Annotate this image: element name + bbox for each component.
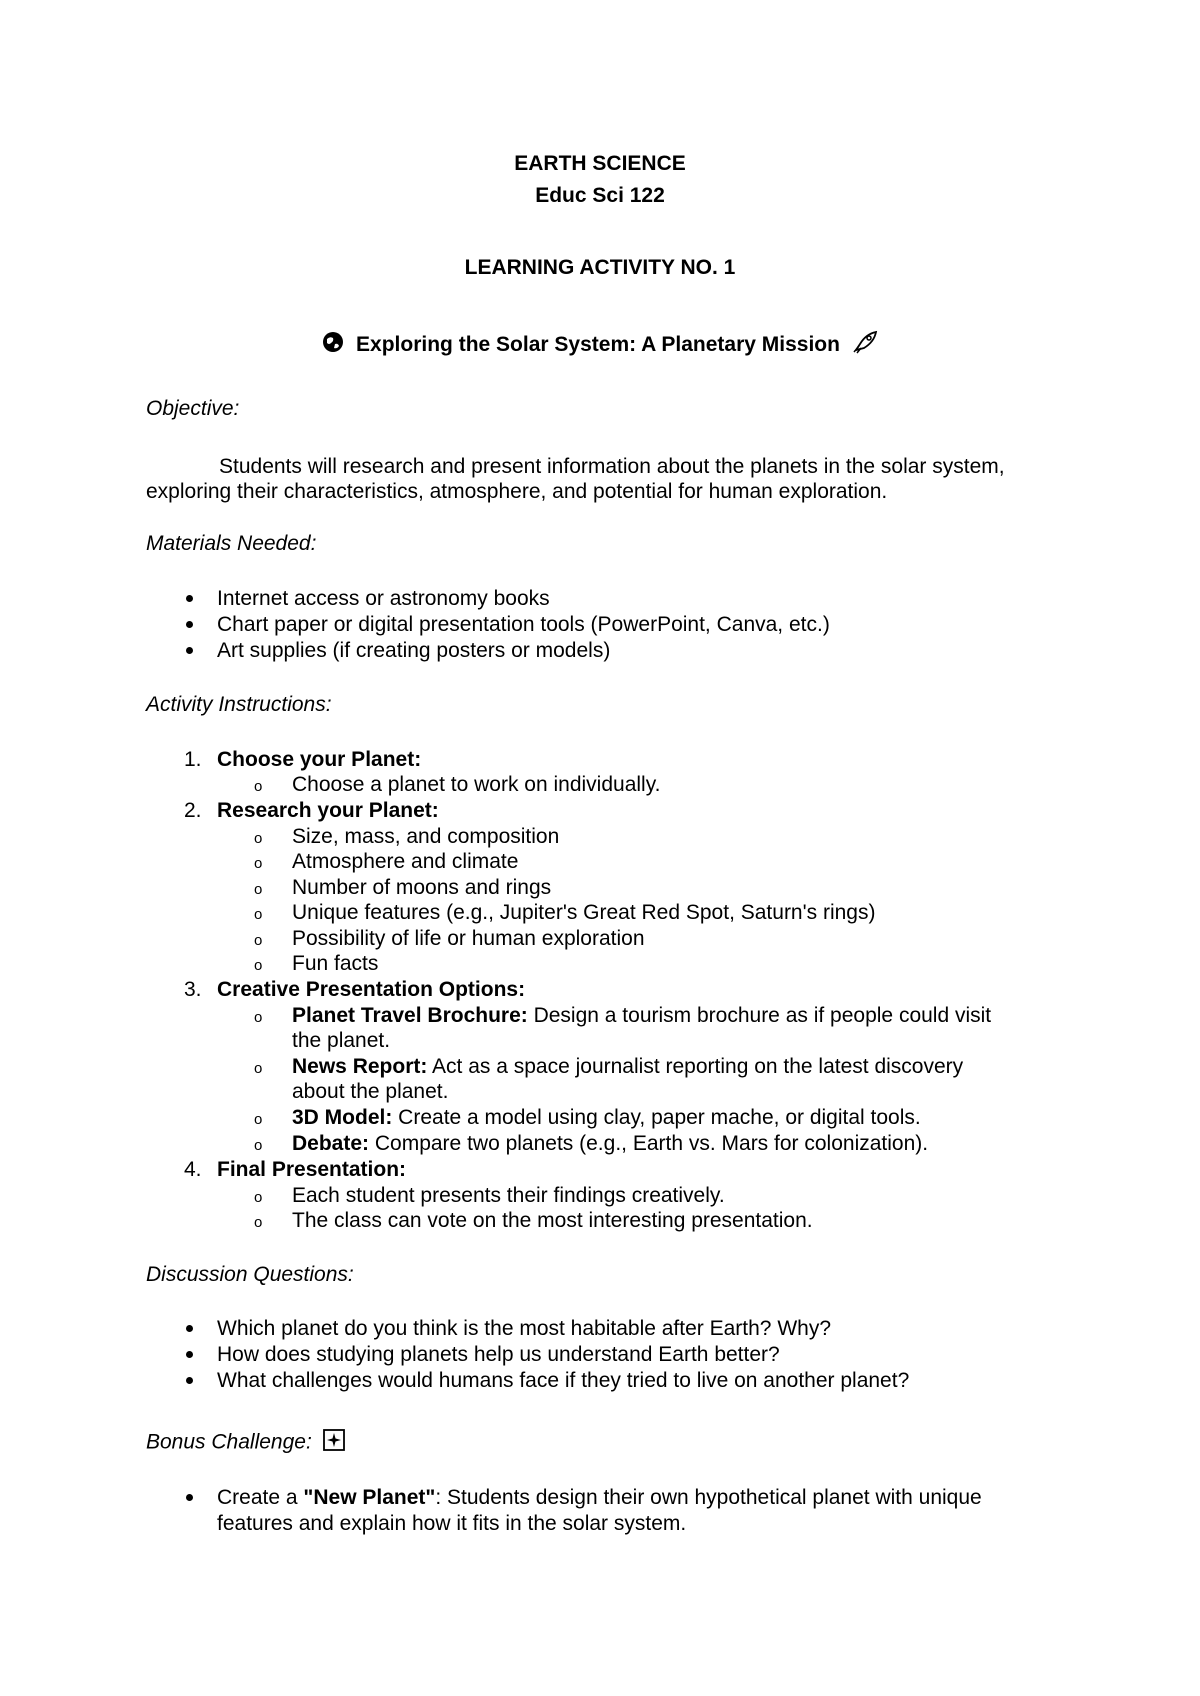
sub-marker: o (254, 932, 263, 949)
step-sub-item: Each student presents their findings creatively. (292, 1184, 725, 1207)
option-line (292, 1131, 928, 1156)
bonus-rest: : Students design their own hypothetical planet with unique (435, 1486, 982, 1509)
step-title: Research your Planet: (217, 799, 439, 822)
step-sub-item: The class can vote on the most interesting presentation. (292, 1209, 813, 1232)
option-label: Planet Travel Brochure: (292, 1004, 528, 1027)
step-title: Creative Presentation Options: (217, 978, 526, 1001)
option-label: 3D Model: (292, 1106, 393, 1129)
sub-marker: o (254, 830, 263, 847)
step-number: 3. (184, 978, 202, 1001)
activity-title-row (0, 330, 1200, 360)
bonus-text-line2: features and explain how it fits in the solar system. (217, 1512, 687, 1535)
sub-marker: o (254, 1137, 263, 1154)
step-sub-item: Possibility of life or human exploration (292, 927, 645, 950)
option-text: Create a model using clay, paper mache, or digital tools. (392, 1106, 921, 1129)
option-line (292, 1003, 991, 1028)
bonus-heading: Bonus Challenge: (146, 1430, 312, 1454)
objective-text-line1: Students will research and present information about the planets in the solar system, (219, 455, 1005, 478)
sub-marker: o (254, 957, 263, 974)
option-text-cont: about the planet. (292, 1080, 449, 1103)
step-sub-item: Atmosphere and climate (292, 850, 519, 873)
course-code: Educ Sci 122 (535, 184, 665, 207)
step-sub-item: Fun facts (292, 952, 379, 975)
objective-text-line2: exploring their characteristics, atmosphere, and potential for human exploration. (146, 480, 888, 503)
discussion-item: Which planet do you think is the most habitable after Earth? Why? (217, 1317, 831, 1340)
option-line (292, 1054, 963, 1079)
sub-marker: o (254, 906, 263, 923)
activity-title: Exploring the Solar System: A Planetary Mission (356, 332, 840, 356)
materials-heading: Materials Needed: (146, 532, 317, 555)
instructions-heading: Activity Instructions: (146, 693, 332, 716)
option-label: Debate: (292, 1132, 370, 1155)
objective-heading: Objective: (146, 397, 240, 420)
step-sub-item: Choose a planet to work on individually. (292, 773, 661, 796)
option-text: Design a tourism brochure as if people could visit (527, 1004, 992, 1027)
sub-marker: o (254, 1009, 263, 1026)
sub-marker: o (254, 778, 263, 795)
step-number: 2. (184, 799, 202, 822)
option-line (292, 1105, 921, 1130)
option-text-cont: the planet. (292, 1029, 391, 1052)
bonus-pre: Create a (217, 1486, 304, 1509)
option-text: Compare two planets (e.g., Earth vs. Mars for colonization). (369, 1132, 929, 1155)
sub-marker: o (254, 1111, 263, 1128)
discussion-item: What challenges would humans face if they tried to live on another planet? (217, 1369, 910, 1392)
sub-marker: o (254, 855, 263, 872)
step-number: 4. (184, 1158, 202, 1181)
sparkle-icon (322, 1428, 346, 1458)
activity-number: LEARNING ACTIVITY NO. 1 (464, 256, 736, 279)
bonus-text-line1 (217, 1485, 982, 1510)
discussion-item: How does studying planets help us understand Earth better? (217, 1343, 780, 1366)
course-title: EARTH SCIENCE (514, 152, 686, 175)
step-title: Choose your Planet: (217, 748, 422, 771)
step-sub-item: Number of moons and rings (292, 876, 552, 899)
materials-item: Art supplies (if creating posters or models) (217, 639, 611, 662)
sub-marker: o (254, 1189, 263, 1206)
rocket-icon (852, 330, 878, 360)
sub-marker: o (254, 1060, 263, 1077)
step-sub-item: Unique features (e.g., Jupiter's Great Red Spot, Saturn's rings) (292, 901, 876, 924)
materials-item: Chart paper or digital presentation tools (PowerPoint, Canva, etc.) (217, 613, 830, 636)
bonus-heading-row (146, 1428, 346, 1458)
discussion-heading: Discussion Questions: (146, 1263, 354, 1286)
step-sub-item: Size, mass, and composition (292, 825, 560, 848)
step-title: Final Presentation: (217, 1158, 407, 1181)
globe-icon (322, 331, 344, 359)
sub-marker: o (254, 881, 263, 898)
materials-item: Internet access or astronomy books (217, 587, 550, 610)
sub-marker: o (254, 1214, 263, 1231)
option-label: News Report: (292, 1055, 428, 1078)
option-text: Act as a space journalist reporting on the latest discovery (427, 1055, 964, 1078)
step-number: 1. (184, 748, 202, 771)
bonus-bold: "New Planet" (303, 1486, 436, 1509)
